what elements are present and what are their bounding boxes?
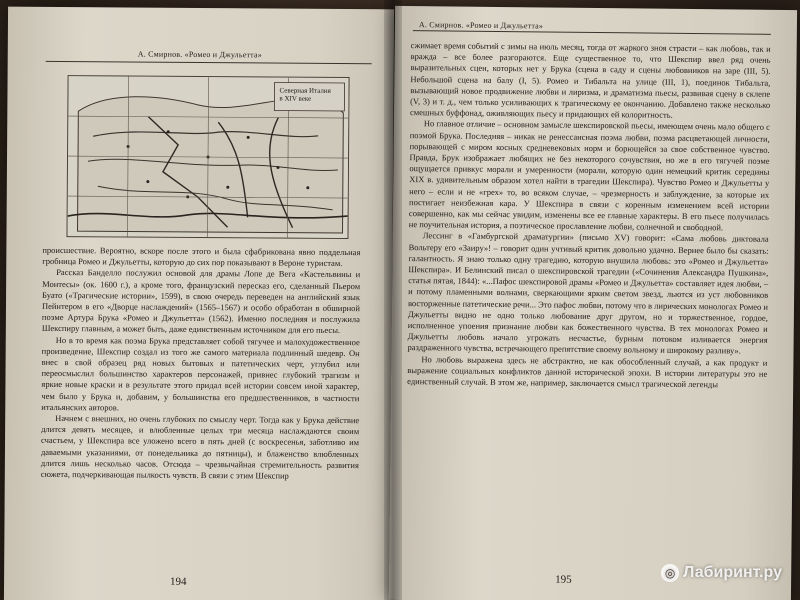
map-label-line: в XIV веке [279, 94, 312, 103]
left-page-number: 194 [170, 575, 187, 588]
right-page-number: 195 [555, 573, 572, 586]
paragraph: Но любовь выражена здесь не абстрактно, не как обособленный случай, а как продукт и выражение социальных конфликтов данной исторической эпохи. В истории литературы это не единственный случай. В этом же, например, заключается смысл трагической легенды [407, 353, 768, 390]
paragraph: происшествие. Вероятно, вскоре после этого и была сфабрикована явно поддельная гробница Ромео и Джульетты, которую до сих пор показывают в Вероне туристам. [42, 244, 361, 269]
left-page [4, 7, 394, 600]
right-header-rule [413, 30, 771, 35]
watermark [661, 564, 782, 582]
right-page [389, 6, 797, 600]
left-body-text [41, 245, 361, 482]
labyrinth-logo-icon: ◎ [661, 564, 679, 582]
book-spine-shadow [384, 0, 402, 600]
paragraph: Начнем с внешних, но очень глубоких по смыслу черт. Тогда как у Брука действие длится девять месяцев, и влюбленные целых три месяца наслаждаются своим счастьем, у Шекспира все уложено всего в пять дней (с воскресенья, заботливо им даваемыми указаниями, от понедельника до пятницы), и блаженство влюбленных длится лишь несколько часов. Отсюда – чрезвычайная стремительность развития сюжета, подчеркивающая пылкость чувств. В связи с этим Шекспир [40, 413, 360, 481]
watermark-text: Лабиринт.ру [683, 564, 782, 581]
paragraph: Рассказ Банделло послужил основой для драмы Лопе де Вега «Кастельвины и Монтесы» (ок. 1600 г.), а кроме того, французский пересказ его, сделанный Пьером Буато («Трагические истории», 1599), в свою очередь переведен на английский язык Пейнтером в его «Дворце наслаждений» (1565–1567) и особо обработан в обширной поэме Артура Брука «Ромео и Джульетта» (1562). Именно последняя и послужила Шекспиру главным, а может быть, даже единственным источником для его пьесы. [41, 267, 361, 336]
map-label [279, 87, 331, 103]
right-body-text [407, 40, 771, 391]
paragraph: Лессинг в «Гамбургской драматургии» (письмо XV) говорит: «Сама любовь диктовала Вольтеру его «Заиру»! – говорит один учтивый критик довольно удачно. Вернее было бы сказать: галантность. Я знаю только одну трагедию, которую внушила любовь: это «Ромео и Джульетта» Шекспира». И Белинский писал о шекспировской трагедии («Сочинения Александра Пушкина», статья пятая, 1844): «...Пафос шекспировой драмы «Ромео и Джульетта» составляет идея любви, – и потому пламенными волнами, сверкающими ярким светом звезд, льются из уст любовников восторженные патетические речи... Это пафос любви, потому что в лирических монологах Ромео и Джульетты видно не одно только любование друг другом, но и торжественное, гордое, исполненное упоения признание любви как божественного чувства. В тех монологах Ромео и Джульетты любовь начало угрожать несчастье, бурным потоком изливается энергия раздраженного чувства, встречающего препятствие своему вольному и широкому разливу». [407, 230, 769, 357]
map-illustration [66, 75, 349, 239]
map-label-line: Северная Италия [279, 86, 331, 95]
left-running-head: А. Смирнов. «Ромео и Джульетта» [137, 49, 262, 60]
paragraph: Но в то время как поэма Брука представляет собой тягучее и малохудожественное произведение, Шекспир создал из того же самого материала подлинный шедевр. Он внес в свой образец ряд новых бытовых и патетических черт, углубил или переосмыслил большинство характеров персонажей, привнес глубокий трагизм и яркие новые краски и в результате этого придал всей истории совсем иной характер, чем было у Брука и, добавим, у большинства его предшественников, в частности итальянских авторов. [41, 334, 360, 413]
paragraph: сжимает время событий с зимы на июль месяц, тогда от жаркого зноя страсти – как любовь, так и вражда – все более разгораются. Еще существенное то, что Шекспир ввел ряд очень выразительных сцен, которых нет у Брука (сцена в саду и сцены любовников на заре (III, 5). Небольшой сцена на балу (I, 5). Ромео и Тибальта на улице (III, 1), поединок Тибальта, вызывающий новое продвижение любви и лиризма, и драматизма пьесы, развивая сцену в склепе (V, 3) и т. д., чем только усиливающих к трагическому ее окончанию. Добавлено также несколько смешных буффонад, оживляющих пьесу и придающих ей колоритность. [409, 40, 771, 121]
left-header-rule [46, 61, 372, 64]
paragraph: Но главное отличие – основном замысле шекспировской пьесы, имеющем очень мало общего с поэмой Брука. Последняя – никак не ренессансная поэма любви, поэма расцветающей личности, порывающей с миром косных средневековых норм и борющейся за свое собственное чувство. Правда, Брук изображает любящих не без некоторого сочувствия, но же в его тягучей поэме ощущается привкус морали и умеренности (морали, которую один немецкий критик середины XIX в. удивительным образом хотел найти в трагедии Шекспира). Чувство Ромео и Джульетты у него – если и не «грех» то, во всяком случае, – чрезмерность и заблуждение, за которые их постигает неизбежная кара. У Шекспира в связи с коренным изменением всей истории совершенно, как мы сейчас увидим, изменены все ее главные характеры. В его пьесе получилась не поучительная история, а поэтическое прославление любви, солнечной и свободной. [408, 118, 770, 233]
right-running-head: А. Смирнов. «Ромео и Джульетта» [418, 20, 544, 31]
